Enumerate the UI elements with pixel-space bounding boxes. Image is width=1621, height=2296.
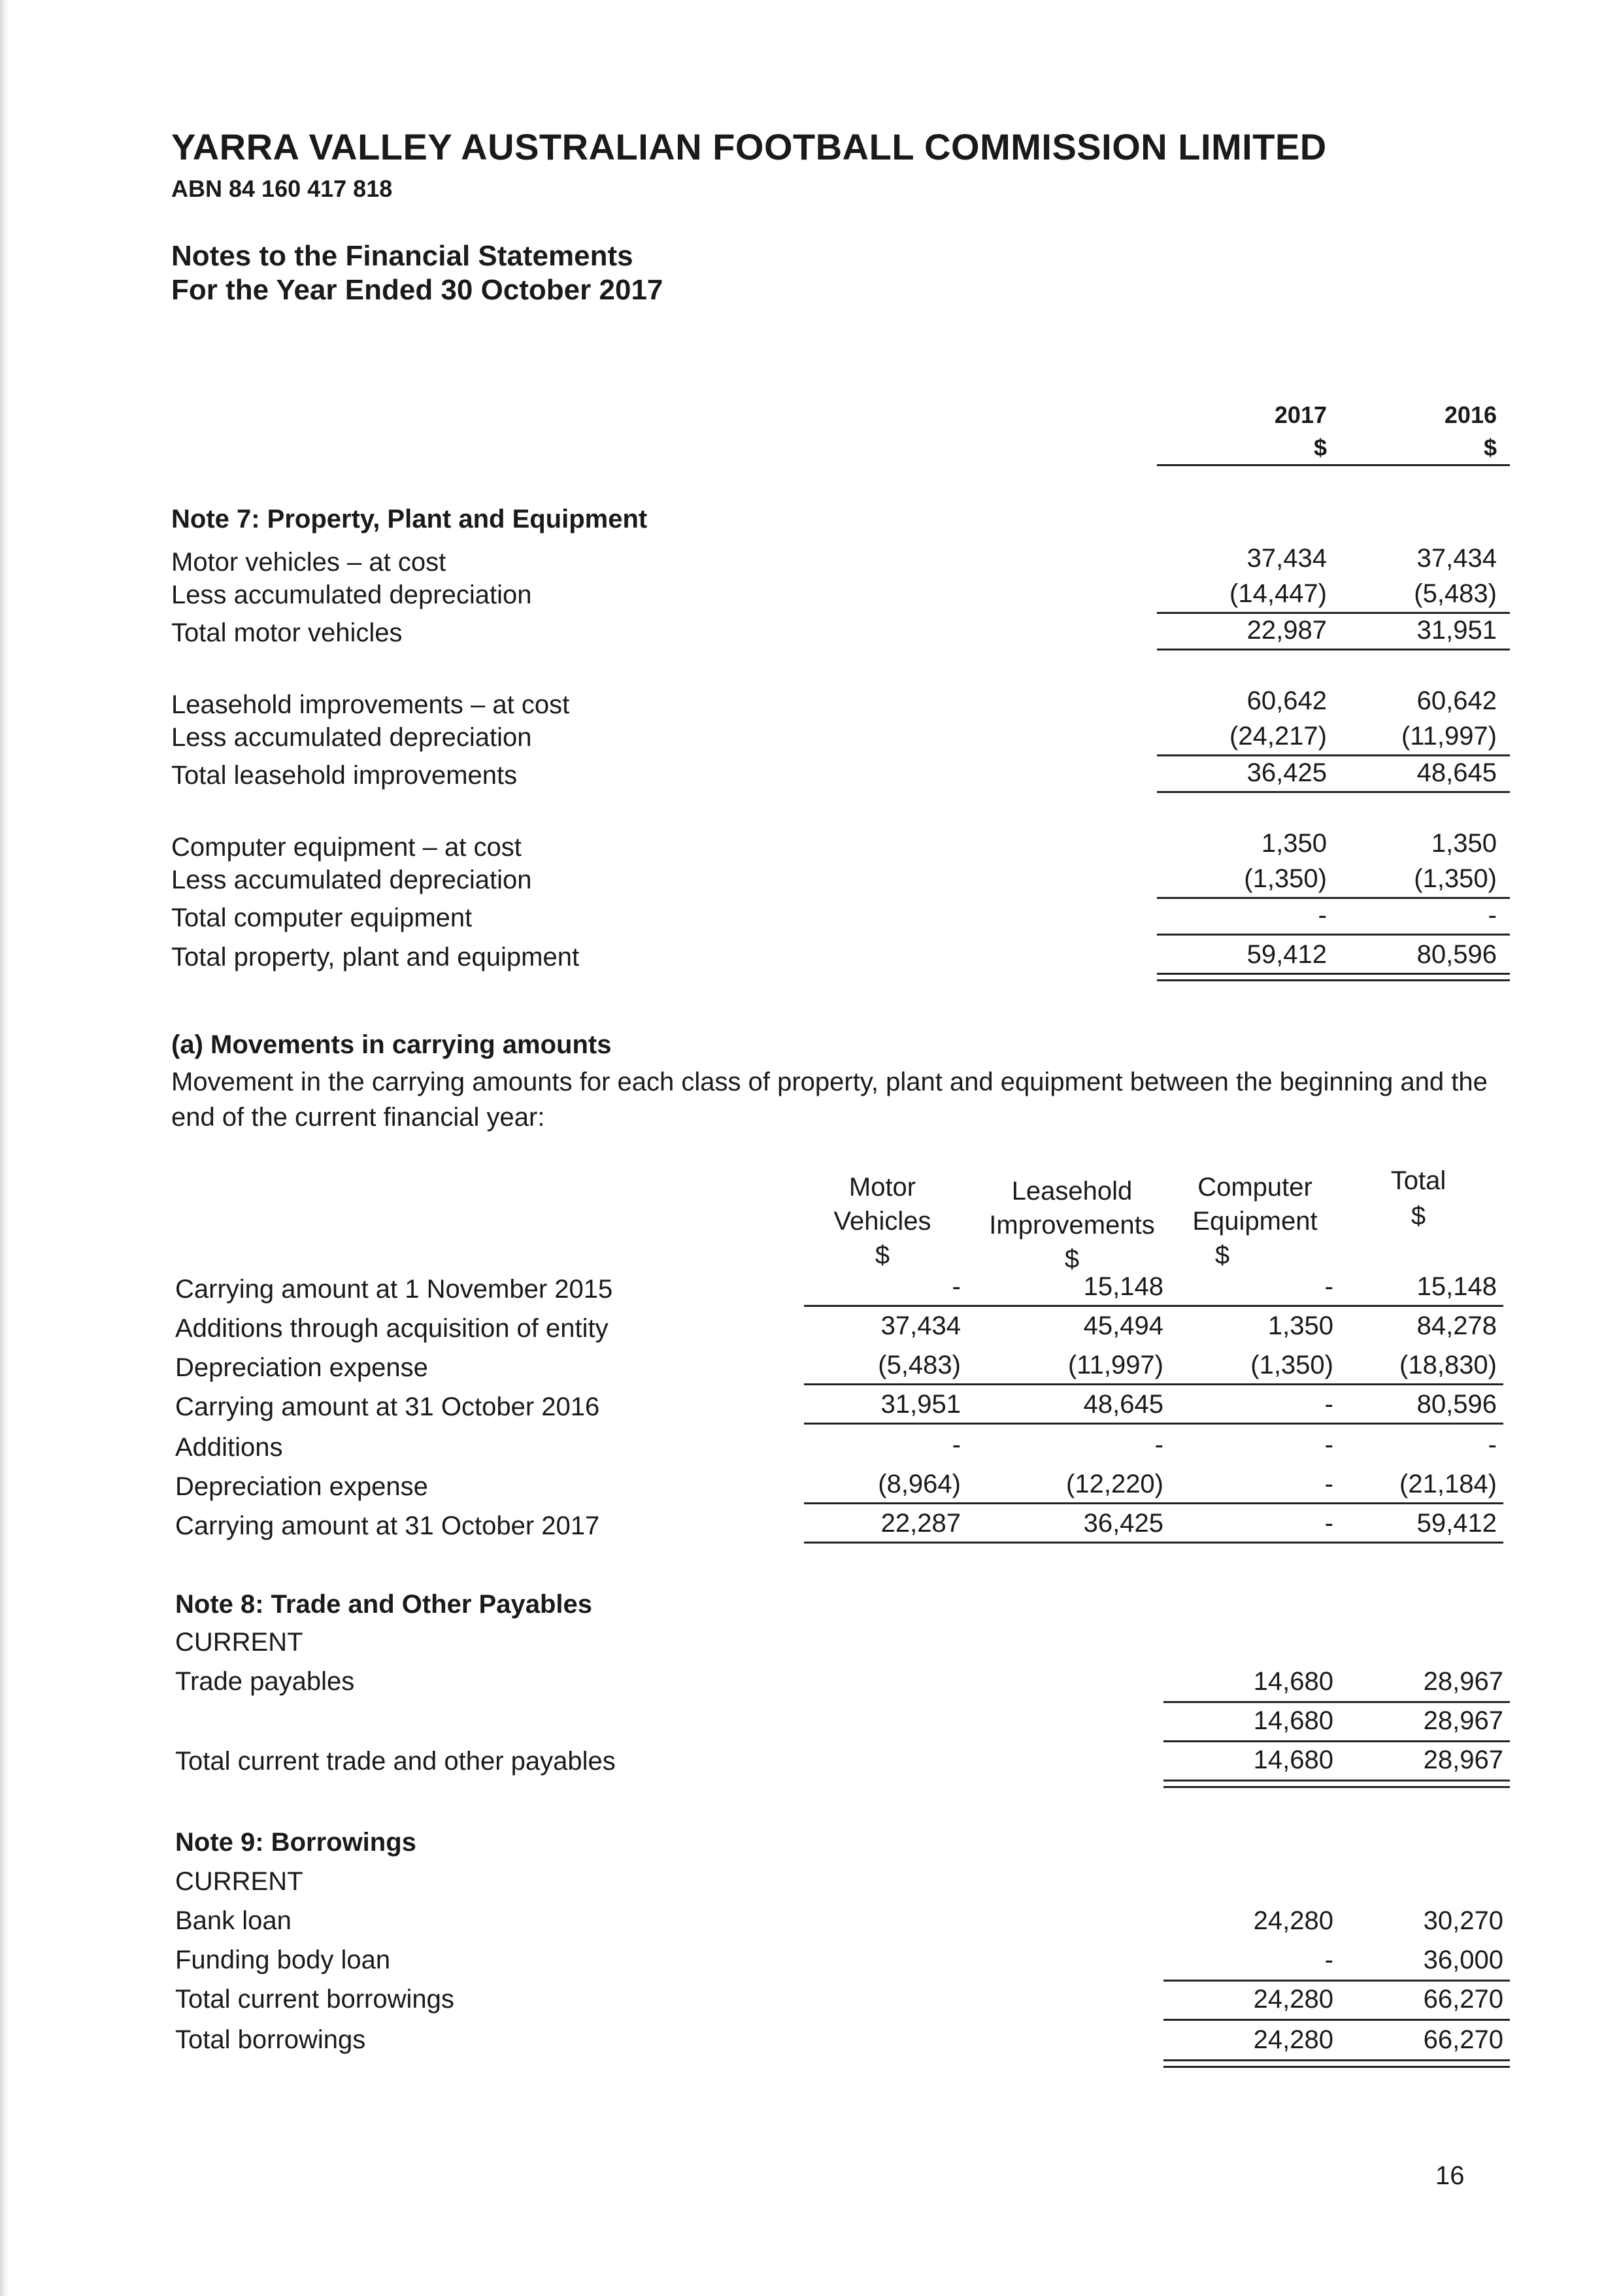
mv-row-label: Additions — [175, 1433, 283, 1462]
mv-cell: 15,148 — [1083, 1272, 1163, 1301]
note7-row-2017: - — [1318, 901, 1327, 930]
note7-row-2016: 1,350 — [1431, 829, 1497, 858]
mv-cell: 48,645 — [1083, 1390, 1163, 1419]
col-2016: 2016 — [1444, 401, 1497, 428]
note7-row-label: Leasehold improvements – at cost — [171, 690, 570, 719]
note7-row-2017: (14,447) — [1229, 579, 1327, 608]
movements-description: Movement in the carrying amounts for each class of property, plant and equipment between the beginning and the end of the current financial year: — [171, 1068, 1488, 1132]
mv-col-unit: $ — [1214, 1241, 1230, 1270]
note7-row-2016: (11,997) — [1401, 722, 1497, 751]
double-rule-top — [1157, 973, 1510, 975]
page-number: 16 — [1435, 2161, 1465, 2190]
mv-col-line2: $ — [1411, 1202, 1426, 1230]
note7-row-label: Total motor vehicles — [171, 618, 403, 647]
note9-subtitle: CURRENT — [175, 1867, 303, 1896]
mv-col-line1: Total — [1390, 1166, 1446, 1195]
note7-total-2017: 59,412 — [1246, 940, 1327, 969]
mv-cell: 36,425 — [1083, 1509, 1163, 1538]
note9-row-2017: - — [1324, 1946, 1333, 1974]
company-name: YARRA VALLEY AUSTRALIAN FOOTBALL COMMISSION LIMITED — [171, 126, 1327, 167]
note7-row-label: Total computer equipment — [171, 903, 473, 932]
note7-title: Note 7: Property, Plant and Equipment — [171, 505, 648, 533]
n8-rule — [1163, 1740, 1510, 1742]
mv-cell: (21,184) — [1399, 1470, 1497, 1498]
note9-row-2017: 24,280 — [1253, 1985, 1333, 2014]
mv-col-line1: Motor — [848, 1173, 916, 1202]
note7-row-2017: 37,434 — [1246, 544, 1327, 573]
mv-cell: - — [1324, 1470, 1333, 1498]
note7-row-2016: (5,483) — [1414, 579, 1497, 608]
note8-row-label: Trade payables — [175, 1667, 355, 1696]
col-2016-currency: $ — [1483, 434, 1497, 461]
note9-row-2016: 30,270 — [1423, 1906, 1503, 1935]
note7-row-2017: 36,425 — [1246, 758, 1327, 787]
note9-row-2016: 66,270 — [1423, 1985, 1503, 2014]
note9-total-label: Total borrowings — [175, 2025, 366, 2054]
note8-subtotal-2017: 14,680 — [1253, 1706, 1333, 1735]
n8-rule — [1163, 1701, 1510, 1703]
note7-row-2016: (1,350) — [1414, 864, 1497, 893]
note7-row-2017: (24,217) — [1229, 722, 1327, 751]
mv-col-unit: $ — [875, 1241, 890, 1270]
mv-cell: - — [952, 1430, 961, 1459]
period: For the Year Ended 30 October 2017 — [171, 274, 663, 306]
note7-row-2016: 60,642 — [1416, 686, 1497, 715]
mv-cell: (12,220) — [1066, 1470, 1163, 1498]
note9-title: Note 9: Borrowings — [175, 1828, 416, 1857]
mv-cell: - — [952, 1272, 961, 1301]
notes-title: Notes to the Financial Statements — [171, 240, 633, 272]
note8-subtitle: CURRENT — [175, 1628, 303, 1657]
total-rule — [1157, 649, 1510, 650]
mv-cell: - — [1324, 1509, 1333, 1538]
total-rule — [1157, 791, 1510, 793]
mv-cell: - — [1324, 1272, 1333, 1301]
mv-rule — [804, 1542, 1503, 1544]
note9-total-2016: 66,270 — [1423, 2025, 1503, 2054]
note7-row-label: Computer equipment – at cost — [171, 833, 522, 862]
movements-title: (a) Movements in carrying amounts — [171, 1030, 612, 1059]
mv-row-label: Depreciation expense — [175, 1353, 428, 1382]
double-rule-bottom — [1163, 1786, 1510, 1788]
mv-cell: - — [1324, 1390, 1333, 1419]
mv-cell: 22,287 — [880, 1509, 961, 1538]
mv-cell: (18,830) — [1399, 1351, 1497, 1379]
mv-cell: 15,148 — [1416, 1272, 1497, 1301]
note8-subtotal-2016: 28,967 — [1423, 1706, 1503, 1735]
double-rule-bottom — [1163, 2066, 1510, 2068]
mv-cell: - — [1488, 1430, 1497, 1459]
double-rule-bottom — [1157, 979, 1510, 981]
mv-cell: (8,964) — [878, 1470, 961, 1498]
mv-cell: (11,997) — [1067, 1351, 1163, 1379]
subtotal-rule — [1157, 897, 1510, 899]
mv-cell: 31,951 — [880, 1390, 961, 1419]
mv-col-line2: Equipment — [1192, 1207, 1318, 1236]
mv-cell: - — [1324, 1430, 1333, 1459]
note8-title: Note 8: Trade and Other Payables — [175, 1590, 592, 1619]
col-2017: 2017 — [1274, 401, 1327, 428]
note7-row-2017: 1,350 — [1261, 829, 1327, 858]
note7-row-label: Motor vehicles – at cost — [171, 548, 446, 577]
note8-total-2016: 28,967 — [1423, 1746, 1503, 1774]
mv-cell: 45,494 — [1083, 1311, 1163, 1340]
mv-row-label: Carrying amount at 1 November 2015 — [175, 1275, 613, 1304]
double-rule-top — [1163, 1780, 1510, 1781]
note7-row-2017: 60,642 — [1246, 686, 1327, 715]
note7-row-label: Less accumulated depreciation — [171, 866, 532, 894]
note9-row-label: Funding body loan — [175, 1946, 391, 1974]
note8-row-2017: 14,680 — [1253, 1667, 1333, 1696]
mv-row-label: Carrying amount at 31 October 2017 — [175, 1511, 600, 1540]
subtotal-rule — [1157, 934, 1510, 936]
note9-row-label: Total current borrowings — [175, 1985, 454, 2014]
mv-col-line2: Vehicles — [833, 1207, 931, 1236]
note9-row-2016: 36,000 — [1423, 1946, 1503, 1974]
n9-rule — [1163, 1980, 1510, 1982]
note7-row-2016: 37,434 — [1416, 544, 1497, 573]
header-rule — [1157, 464, 1510, 466]
subtotal-rule — [1157, 612, 1510, 614]
mv-col-unit: $ — [1064, 1245, 1080, 1274]
n9-rule — [1163, 2019, 1510, 2021]
note8-total-2017: 14,680 — [1253, 1746, 1333, 1774]
mv-col-line1: Leasehold — [1011, 1177, 1133, 1206]
mv-cell: - — [1154, 1430, 1163, 1459]
note7-row-2017: 22,987 — [1246, 616, 1327, 645]
mv-cell: (5,483) — [878, 1351, 961, 1379]
mv-cell: 1,350 — [1267, 1311, 1333, 1340]
note7-row-label: Less accumulated depreciation — [171, 581, 532, 609]
mv-cell: 84,278 — [1416, 1311, 1497, 1340]
mv-col-line1: Computer — [1197, 1173, 1312, 1202]
note7-row-2016: 48,645 — [1416, 758, 1497, 787]
mv-rule — [804, 1423, 1503, 1425]
note9-row-label: Bank loan — [175, 1906, 292, 1935]
note7-row-2016: - — [1488, 901, 1497, 930]
note7-row-label: Less accumulated depreciation — [171, 723, 532, 752]
mv-row-label: Depreciation expense — [175, 1472, 428, 1501]
subtotal-rule — [1157, 754, 1510, 756]
mv-cell: 80,596 — [1416, 1390, 1497, 1419]
note9-total-2017: 24,280 — [1253, 2025, 1333, 2054]
mv-row-label: Additions through acquisition of entity — [175, 1314, 609, 1343]
mv-rule — [804, 1305, 1503, 1307]
scan-edge — [0, 0, 9, 2296]
note9-row-2017: 24,280 — [1253, 1906, 1333, 1935]
mv-cell: 37,434 — [880, 1311, 961, 1340]
abn: ABN 84 160 417 818 — [171, 175, 393, 202]
double-rule-top — [1163, 2059, 1510, 2061]
col-2017-currency: $ — [1313, 434, 1327, 461]
mv-rule — [804, 1383, 1503, 1385]
note8-total-label: Total current trade and other payables — [175, 1747, 616, 1776]
mv-cell: 59,412 — [1416, 1509, 1497, 1538]
note7-total-label: Total property, plant and equipment — [171, 943, 580, 971]
note7-row-2016: 31,951 — [1416, 616, 1497, 645]
mv-cell: (1,350) — [1250, 1351, 1333, 1379]
note7-total-2016: 80,596 — [1416, 940, 1497, 969]
note7-row-2017: (1,350) — [1244, 864, 1327, 893]
note7-row-label: Total leasehold improvements — [171, 761, 518, 790]
mv-row-label: Carrying amount at 31 October 2016 — [175, 1393, 600, 1421]
mv-col-line2: Improvements — [989, 1211, 1155, 1240]
note8-row-2016: 28,967 — [1423, 1667, 1503, 1696]
mv-rule — [804, 1502, 1503, 1504]
